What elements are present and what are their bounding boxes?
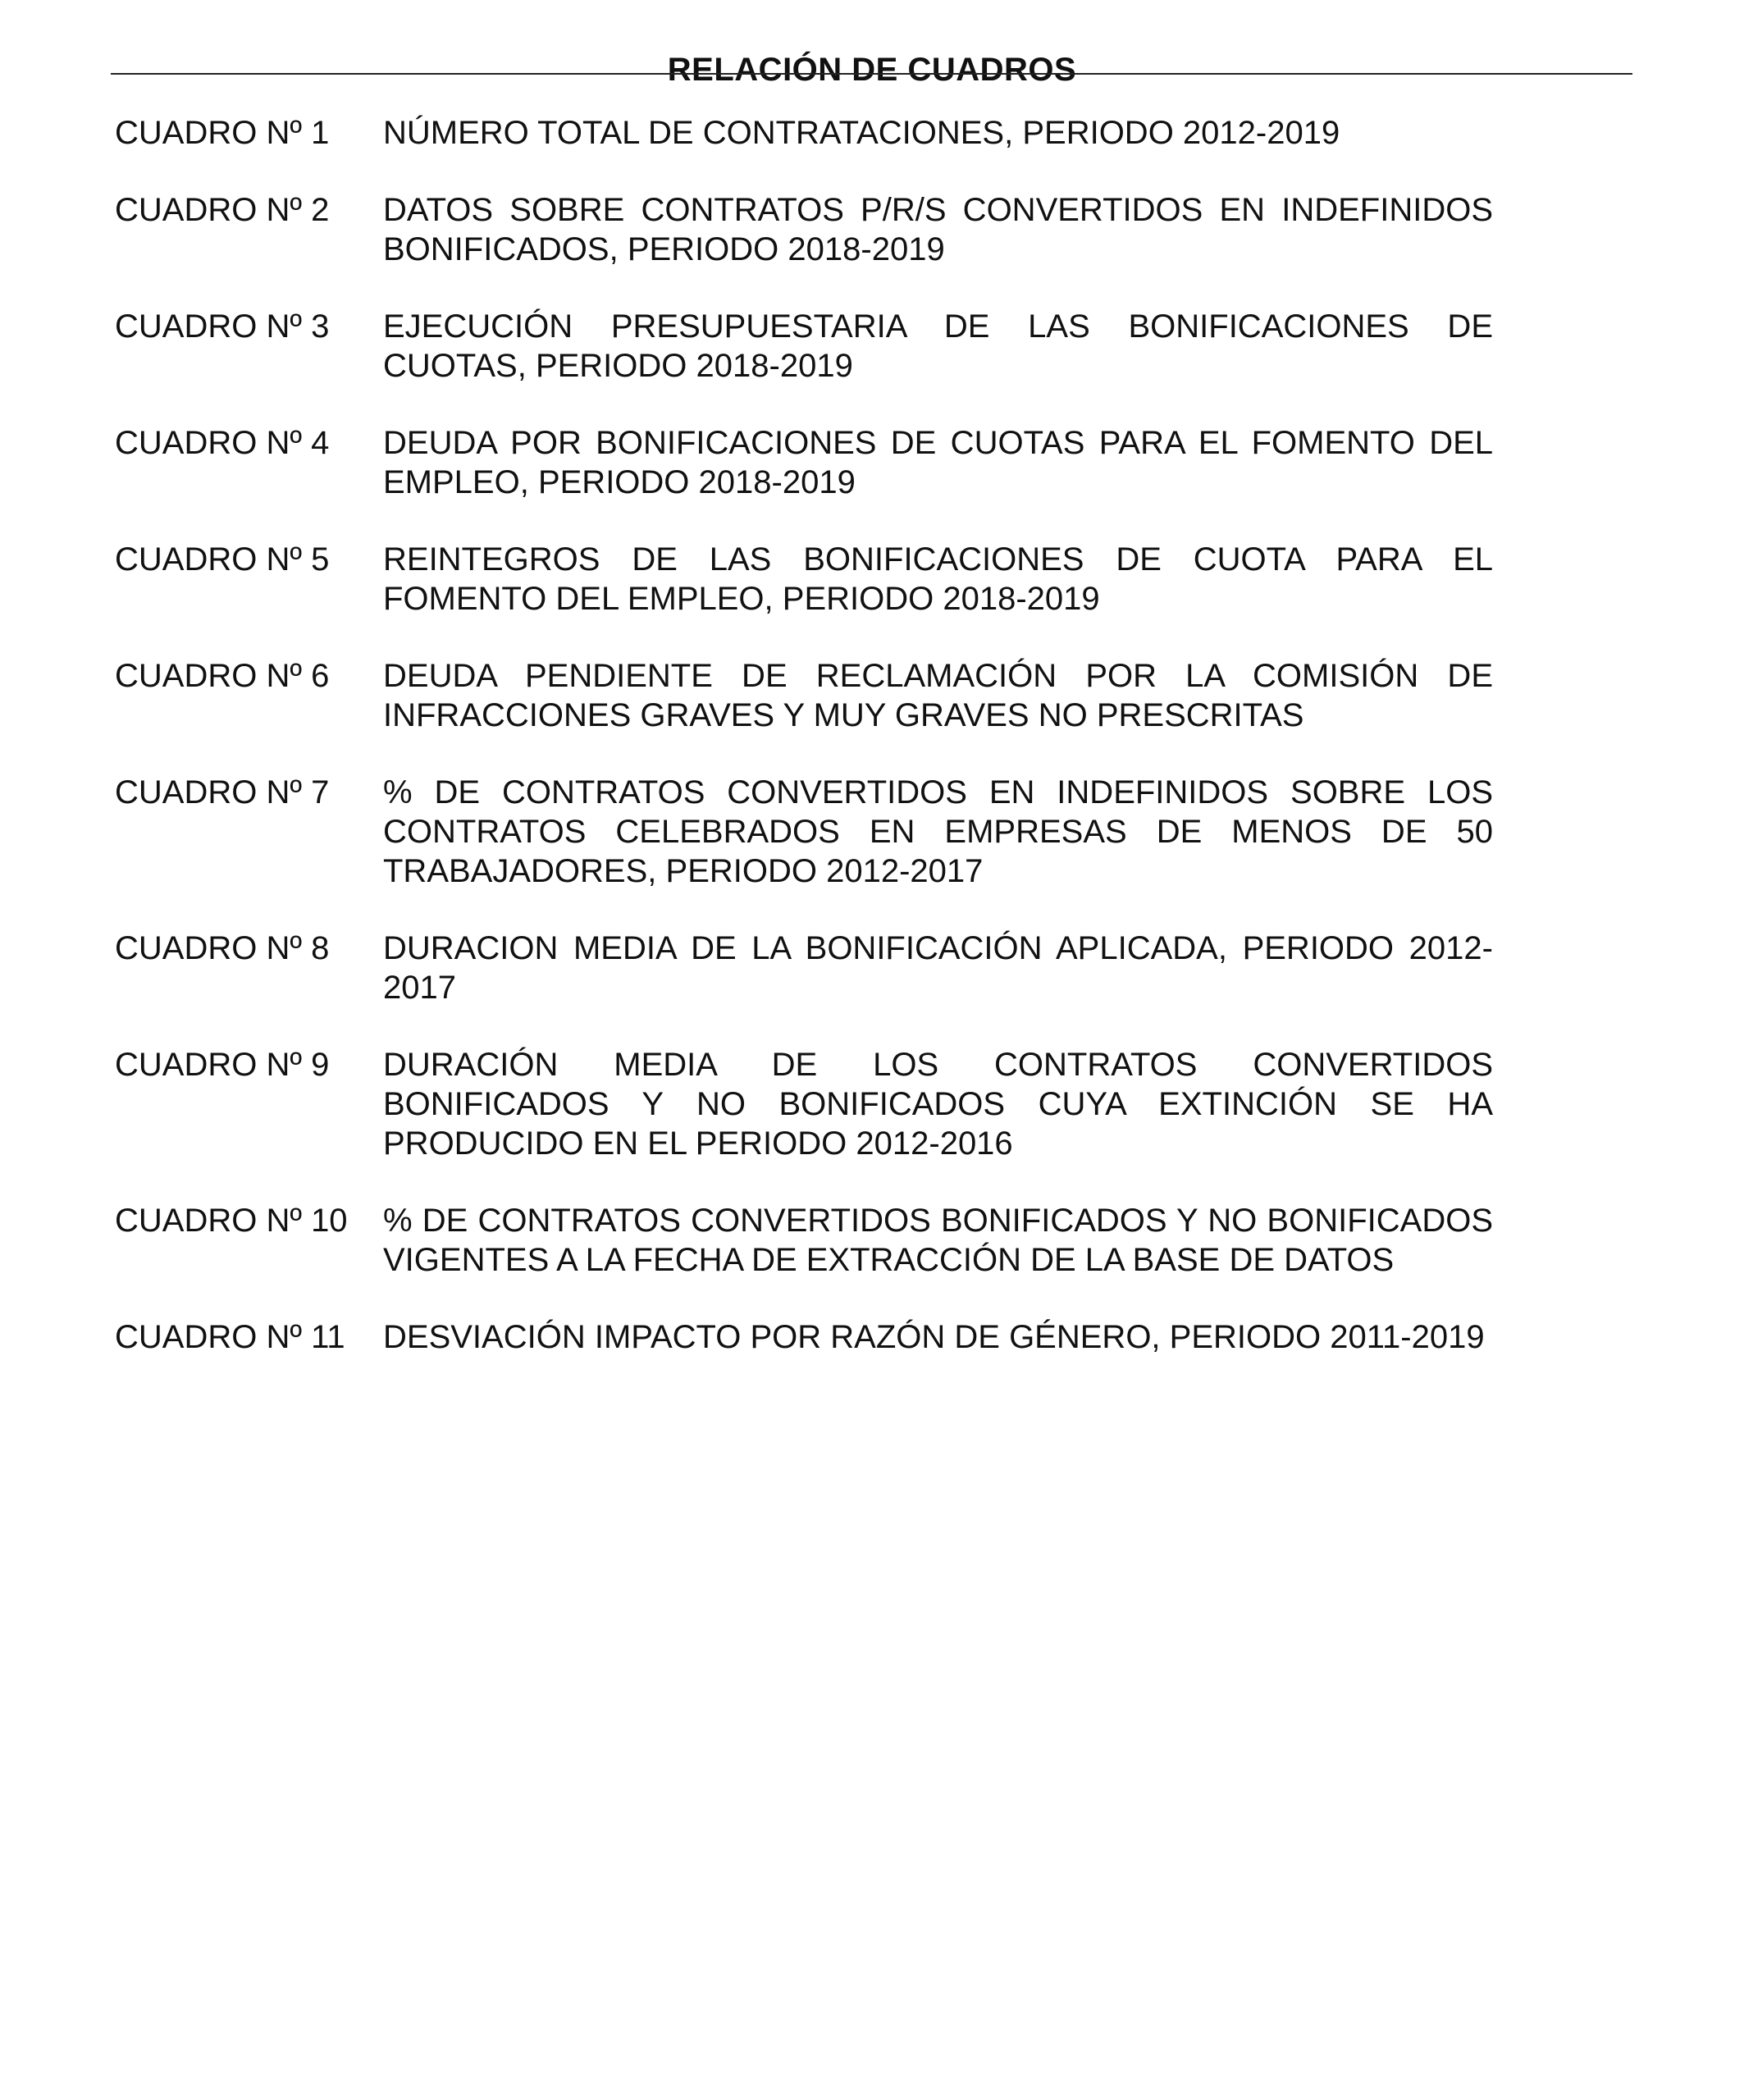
list-item-cuadro-4 xyxy=(115,423,1493,502)
cuadro-title: DEUDA POR BONIFICACIONES DE CUOTAS PARA EL FOMENTO DEL EMPLEO, PERIODO 2018-2019 xyxy=(383,425,1493,500)
cuadro-number-label: CUADRO Nº 9 xyxy=(115,1047,330,1083)
cuadro-number-label: CUADRO Nº 6 xyxy=(115,658,330,694)
cuadro-number-label: CUADRO Nº 8 xyxy=(115,930,330,966)
table-of-figures-list xyxy=(115,113,1493,1395)
cuadro-title: DESVIACIÓN IMPACTO POR RAZÓN DE GÉNERO, PERIODO 2011-2019 xyxy=(383,1319,1485,1355)
cuadro-number-label: CUADRO Nº 11 xyxy=(115,1319,345,1355)
list-item-cuadro-9 xyxy=(115,1045,1493,1163)
cuadro-number-label: CUADRO Nº 7 xyxy=(115,774,330,810)
cuadro-title: DURACION MEDIA DE LA BONIFICACIÓN APLICADA, PERIODO 2012-2017 xyxy=(383,930,1493,1006)
list-item-cuadro-8 xyxy=(115,929,1493,1007)
cuadro-title: DEUDA PENDIENTE DE RECLAMACIÓN POR LA COMISIÓN DE INFRACCIONES GRAVES Y MUY GRAVES NO PRESCRITAS xyxy=(383,658,1493,733)
list-item-cuadro-3 xyxy=(115,307,1493,386)
list-item-cuadro-7 xyxy=(115,773,1493,891)
page-title: RELACIÓN DE CUADROS xyxy=(667,51,1077,88)
list-item-cuadro-6 xyxy=(115,656,1493,735)
cuadro-number-label: CUADRO Nº 2 xyxy=(115,192,330,228)
list-item-cuadro-10 xyxy=(115,1201,1493,1280)
list-item-cuadro-2 xyxy=(115,190,1493,269)
cuadro-number-label: CUADRO Nº 1 xyxy=(115,115,330,151)
list-item-cuadro-1 xyxy=(115,113,1493,153)
cuadro-title: EJECUCIÓN PRESUPUESTARIA DE LAS BONIFICACIONES DE CUOTAS, PERIODO 2018-2019 xyxy=(383,308,1493,384)
list-item-cuadro-5 xyxy=(115,540,1493,619)
cuadro-title: DATOS SOBRE CONTRATOS P/R/S CONVERTIDOS EN INDEFINIDOS BONIFICADOS, PERIODO 2018-2019 xyxy=(383,192,1493,267)
cuadro-number-label: CUADRO Nº 10 xyxy=(115,1203,348,1239)
cuadro-title: % DE CONTRATOS CONVERTIDOS EN INDEFINIDOS SOBRE LOS CONTRATOS CELEBRADOS EN EMPRESAS DE MENOS DE 50 TRABAJADORES, PERIODO 2012-2017 xyxy=(383,774,1493,889)
title-divider xyxy=(111,73,1632,75)
cuadro-title: % DE CONTRATOS CONVERTIDOS BONIFICADOS Y NO BONIFICADOS VIGENTES A LA FECHA DE EXTRACCIÓN DE LA BASE DE DATOS xyxy=(383,1203,1493,1278)
cuadro-number-label: CUADRO Nº 3 xyxy=(115,308,330,345)
cuadro-number-label: CUADRO Nº 5 xyxy=(115,541,330,578)
cuadro-title: DURACIÓN MEDIA DE LOS CONTRATOS CONVERTIDOS BONIFICADOS Y NO BONIFICADOS CUYA EXTINCIÓN SE HA PRODUCIDO EN EL PERIODO 2012-2016 xyxy=(383,1047,1493,1162)
cuadro-title: REINTEGROS DE LAS BONIFICACIONES DE CUOTA PARA EL FOMENTO DEL EMPLEO, PERIODO 2018-2019 xyxy=(383,541,1493,617)
cuadro-number-label: CUADRO Nº 4 xyxy=(115,425,330,461)
list-item-cuadro-11 xyxy=(115,1317,1493,1357)
cuadro-title: NÚMERO TOTAL DE CONTRATACIONES, PERIODO 2012-2019 xyxy=(383,115,1340,151)
